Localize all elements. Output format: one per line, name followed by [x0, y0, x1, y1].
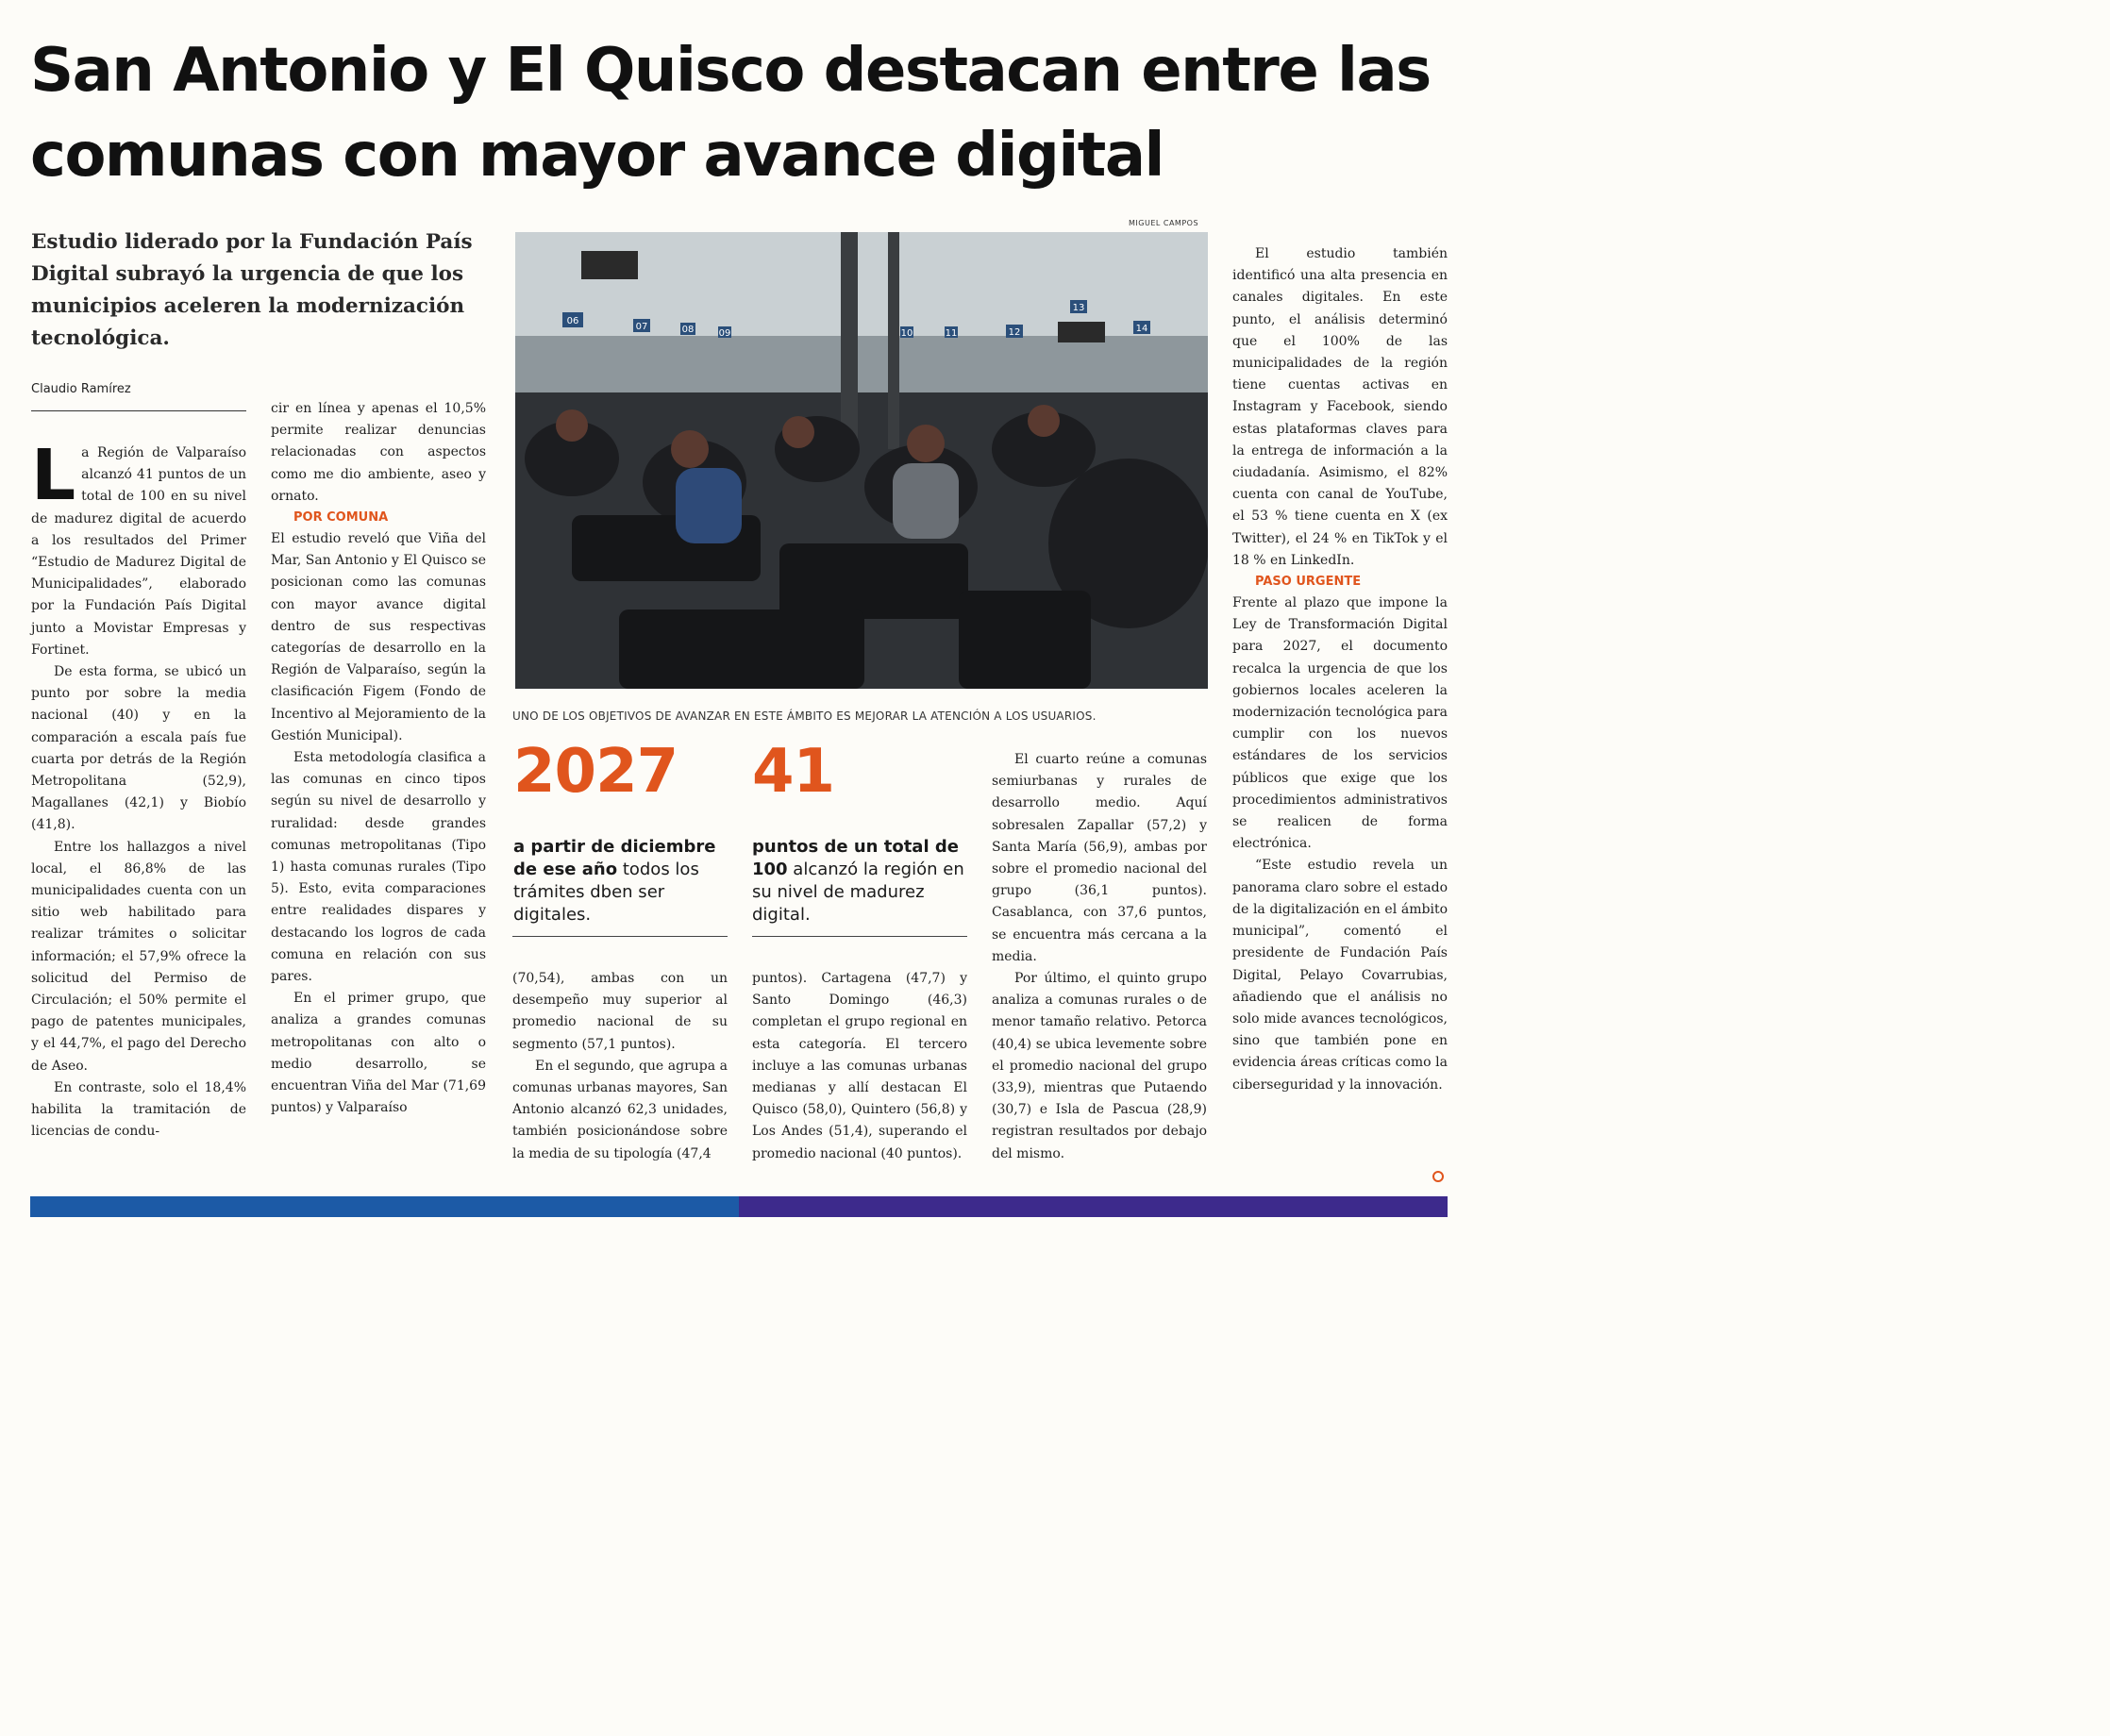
col3-paragraph-2: En el segundo, que agrupa a comunas urbanas mayores, San Antonio alcanzó 62,3 unidades, también posicionándose sobre la media de su tipología (47,4 — [512, 1058, 728, 1161]
drop-cap: L — [31, 435, 76, 516]
column-3 — [512, 968, 728, 1165]
col5-paragraph-1: El cuarto reúne a comunas semiurbanas y rurales de desarrollo medio. Aquí sobresalen Zapallar (57,2) y Santa María (56,9), ambas por sobre el promedio nacional del grupo (36,1 puntos). Casablanca, con 37,6 puntos, se encuentra más cercana a la media. — [992, 752, 1207, 964]
subhead: Estudio liderado por la Fundación País Digital subrayó la urgencia de que los municipios aceleren la modernización tecnológica. — [31, 230, 473, 350]
photo-waiting-room — [515, 232, 1208, 689]
stat-2-number: 41 — [752, 737, 835, 807]
counter-sign: 14 — [1135, 324, 1148, 334]
col1-paragraph-3: Entre los hallazgos a nivel local, el 86,8% de las municipalidades cuenta con un sitio web habilitado para realizar trámites o solicitar información; el 57,9% ofrece la solicitud del Permiso de Circulación; el 50% permite el pago de patentes municipales, y el 44,7%, el pago del Derecho de Aseo. — [31, 839, 246, 1074]
column-6 — [1232, 243, 1448, 1096]
col2-paragraph-2: El estudio reveló que Viña del Mar, San Antonio y El Quisco se posicionan como las comunas con mayor avance digital dentro de sus respectivas categorías de desarrollo en la Región de Valparaíso, según la clasificación Figem (Fondo de Incentivo al Mejoramiento de la Gestión Municipal). — [271, 531, 486, 743]
col6-paragraph-1: El estudio también identificó una alta presencia en canales digitales. En este punto, el análisis determinó que el 100% de las municipalidades de la región tiene cuentas activas en Instagram y Facebook, siendo estas plataformas claves para la entrega de información a la ciudadanía. Asimismo, el 82% cuenta con canal de YouTube, el 53 % tiene cuenta en X (ex Twitter), el 24 % en TikTok y el 18 % en LinkedIn. — [1232, 246, 1448, 568]
counter-sign: 07 — [635, 322, 648, 332]
col1-paragraph-1: La Región de Valparaíso alcanzó 41 puntos de un total de 100 en su nivel de madurez digital de acuerdo a los resultados del Primer “Estudio de Madurez Digital de Municipalidades”, elaborado por la Fundación País Digital junto a Movistar Empresas y Fortinet. — [31, 435, 246, 658]
photo-illustration — [515, 232, 1208, 689]
photo-caption: UNO DE LOS OBJETIVOS DE AVANZAR EN ESTE ÁMBITO ES MEJORAR LA ATENCIÓN A LOS USUARIOS. — [512, 709, 1097, 723]
photo-credit: MIGUEL CAMPOS — [1129, 219, 1199, 227]
counter-sign: 12 — [1008, 327, 1021, 338]
col1-paragraph-2: De esta forma, se ubicó un punto por sobre la media nacional (40) y en la comparación a escala país fue cuarta por detrás de la Región Metropolitana (52,9), Magallanes (42,1) y Biobío (41,8). — [31, 664, 246, 833]
col5-paragraph-2: Por último, el quinto grupo analiza a comunas rurales o de menor tamaño relativo. Petorca (40,4) se ubica levemente sobre el promedio nacional del grupo (33,9), mientras que Putaendo (30,7) e Isla de Pascua (28,9) registran resultados por debajo del mismo. — [992, 971, 1207, 1161]
byline: Claudio Ramírez — [31, 382, 131, 396]
stat-1-description — [513, 836, 727, 926]
stat-2-bold: puntos de un total de 100 — [752, 837, 959, 879]
counter-sign: 06 — [566, 316, 579, 326]
col2-paragraph-4: En el primer grupo, que analiza a grandes comunas metropolitanas con alto o medio desarrollo, se encuentran Viña del Mar (71,69 puntos) y Valparaíso — [271, 991, 486, 1116]
section-head-paso-urgente: PASO URGENTE — [1255, 575, 1362, 590]
col2-paragraph-3: Esta metodología clasifica a las comunas en cinco tipos según su nivel de desarrollo y ruralidad: desde grandes comunas metropolitanas (Tipo 1) hasta comunas rurales (Tipo 5). Esto, evita comparaciones entre realidades dispares y destacando los logros de cada comuna en relación con sus pares. — [271, 750, 486, 985]
stat-1-text: todos los trámites dben ser digitales. — [513, 860, 699, 925]
counter-sign: 13 — [1072, 303, 1085, 313]
col3-paragraph-1: (70,54), ambas con un desempeño muy superior al promedio nacional de su segmento (57,1 puntos). — [512, 971, 728, 1052]
stat-1-bold: a partir de diciembre de ese año — [513, 837, 716, 879]
footer-color-bar — [30, 1196, 1448, 1217]
column-5 — [992, 749, 1207, 1165]
section-head-por-comuna: POR COMUNA — [293, 510, 389, 526]
stat-2-rule — [752, 936, 967, 937]
counter-sign: 10 — [900, 328, 913, 339]
byline-rule — [31, 410, 246, 411]
end-of-article-icon — [1432, 1171, 1444, 1182]
stat-2-description — [752, 836, 967, 926]
col1-paragraph-4: En contraste, solo el 18,4% habilita la tramitación de licencias de condu- — [31, 1079, 246, 1140]
column-4 — [752, 968, 967, 1165]
column-1 — [31, 435, 246, 1143]
col4-paragraph-1: puntos). Cartagena (47,7) y Santo Domingo (46,3) completan el grupo regional en esta categoría. El tercero incluye a las comunas urbanas medianas y allí destacan El Quisco (58,0), Quintero (56,8) y Los Andes (51,4), superando el promedio nacional (40 puntos). — [752, 971, 967, 1161]
stat-2-text: alcanzó la región en su nivel de madurez digital. — [752, 860, 964, 925]
col2-paragraph-1: cir en línea y apenas el 10,5% permite realizar denuncias relacionadas con aspectos como me dio ambiente, aseo y ornato. — [271, 401, 486, 504]
stat-1-number: 2027 — [513, 737, 678, 807]
counter-sign: 11 — [945, 328, 958, 339]
col6-paragraph-2: Frente al plazo que impone la Ley de Transformación Digital para 2027, el documento recalca la urgencia de que los gobiernos locales aceleren la modernización tecnológica para cumplir con los nuevos estándares de los servicios públicos que exige que los procedimientos administrativos se realicen de forma electrónica. — [1232, 595, 1448, 852]
col6-paragraph-3: “Este estudio revela un panorama claro sobre el estado de la digitalización en el ámbito municipal”, comentó el presidente de Fundación País Digital, Pelayo Covarrubias, añadiendo que el análisis no solo mide avances tecnológicos, sino que también pone en evidencia áreas críticas como la ciberseguridad y la innovación. — [1232, 858, 1448, 1093]
headline: San Antonio y El Quisco destacan entre las comunas con mayor avance digital — [30, 36, 1431, 191]
counter-sign: 09 — [718, 328, 731, 339]
column-2 — [271, 398, 486, 1120]
counter-sign: 08 — [681, 325, 695, 335]
stat-1-rule — [512, 936, 728, 937]
